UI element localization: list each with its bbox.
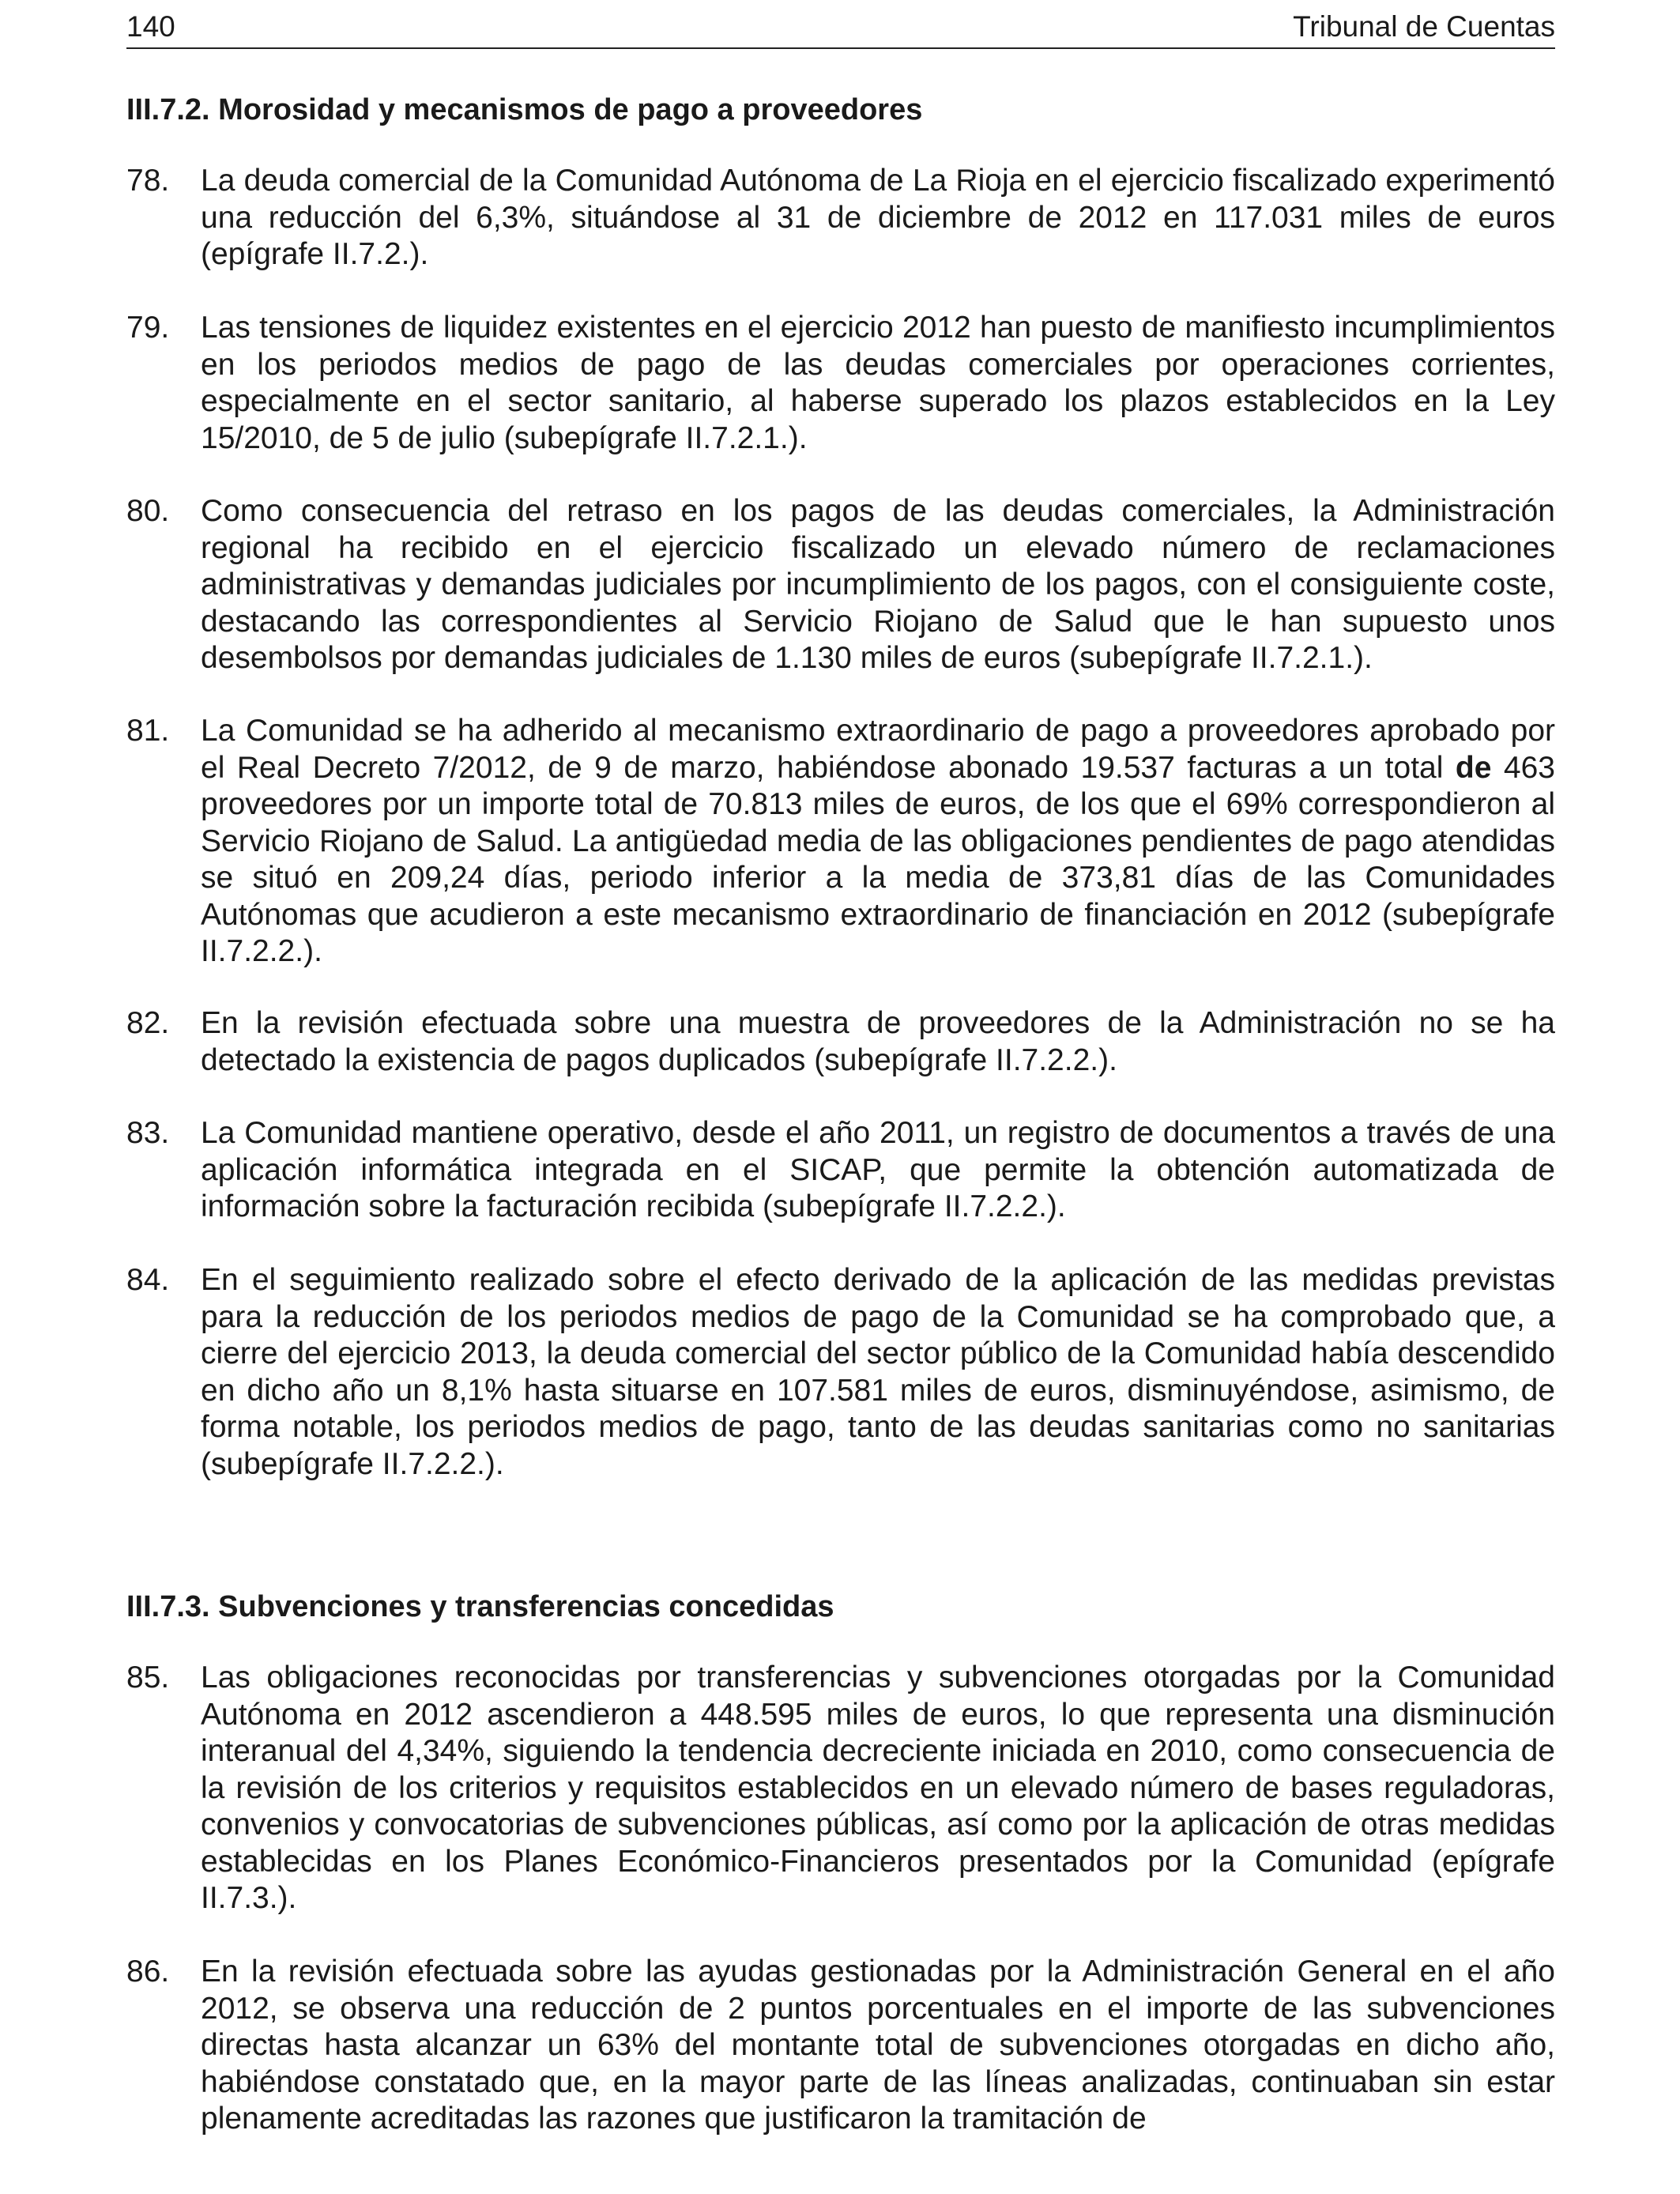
section-heading-morosidad: III.7.2. Morosidad y mecanismos de pago a proveedores [126,93,923,126]
paragraph-number: 85. [126,1661,170,1695]
paragraph-text: En la revisión efectuada sobre una muestra de proveedores de la Administración no se ha detectado la existencia de pagos duplicados (subepígrafe II.7.2.2.). [201,1006,1555,1077]
paragraph-text: Como consecuencia del retraso en los pagos de las deudas comerciales, la Administración regional ha recibido en el ejercicio fiscalizado un elevado número de reclamaciones administrativas y demandas judiciales por incumplimiento de los pagos, con el consiguiente coste, destacando las correspondientes al Servicio Riojano de Salud que le han supuesto unos desembolsos por demandas judiciales de 1.130 miles de euros (subepígrafe II.7.2.1.). [201,494,1555,675]
paragraph-number: 78. [126,164,170,198]
page-number: 140 [126,10,175,43]
section-heading-subvenciones: III.7.3. Subvenciones y transferencias concedidas [126,1590,834,1623]
paragraph-text-part: 463 proveedores por un importe total de 70.813 miles de euros, de los que el 69% correspondieron al Servicio Riojano de Salud. La antigüedad media de las obligaciones pendientes de pago atendidas se situó en 209,24 días, periodo inferior a la media de 373,81 días de las Comunidades Autónomas que acudieron a este mecanismo extraordinario de financiación en 2012 (subepígrafe II.7.2.2.). [201,750,1555,968]
paragraph-text: La deuda comercial de la Comunidad Autónoma de La Rioja en el ejercicio fiscalizado experimentó una reducción del 6,3%, situándose al 31 de diciembre de 2012 en 117.031 miles de euros (epígrafe II.7.2.). [201,164,1555,271]
paragraph-number: 81. [126,714,170,748]
paragraph-text: En la revisión efectuada sobre las ayudas gestionadas por la Administración General en el año 2012, se observa una reducción de 2 puntos porcentuales en el importe de las subvenciones directas hasta alcanzar un 63% del montante total de subvenciones otorgadas en dicho año, habiéndose constatado que, en la mayor parte de las líneas analizadas, continuaban sin estar plenamente acreditadas las razones que justificaron la tramitación de [201,1955,1555,2136]
paragraph-number: 82. [126,1006,170,1040]
paragraph-text [201,713,1555,971]
paragraph-number: 84. [126,1263,170,1297]
page-header [126,6,1555,49]
paragraph-number: 80. [126,494,170,528]
paragraph-number: 79. [126,311,170,345]
paragraph-text: Las obligaciones reconocidas por transferencias y subvenciones otorgadas por la Comunidad Autónoma en 2012 ascendieron a 448.595 miles de euros, lo que representa una disminución interanual del 4,34%, siguiendo la tendencia decreciente iniciada en 2010, como consecuencia de la revisión de los criterios y requisitos establecidos en un elevado número de bases reguladoras, convenios y convocatorias de subvenciones públicas, así como por la aplicación de otras medidas establecidas en los Planes Económico-Financieros presentados por la Comunidad (epígrafe II.7.3.). [201,1661,1555,1915]
paragraph-text: En el seguimiento realizado sobre el efecto derivado de la aplicación de las medidas previstas para la reducción de los periodos medios de pago de la Comunidad se ha comprobado que, a cierre del ejercicio 2013, la deuda comercial del sector público de la Comunidad había descendido en dicho año un 8,1% hasta situarse en 107.581 miles de euros, disminuyéndose, asimismo, de forma notable, los periodos medios de pago, tanto de las deudas sanitarias como no sanitarias (subepígrafe II.7.2.2.). [201,1263,1555,1481]
paragraph-text-part: La Comunidad se ha adherido al mecanismo extraordinario de pago a proveedores aprobado por el Real Decreto 7/2012, de 9 de marzo, habiéndose abonado 19.537 facturas a un total [201,714,1555,785]
running-title: Tribunal de Cuentas [1293,10,1555,43]
paragraph-text: Las tensiones de liquidez existentes en el ejercicio 2012 han puesto de manifiesto incumplimientos en los periodos medios de pago de las deudas comerciales por operaciones corrientes, especialmente en el sector sanitario, al haberse superado los plazos establecidos en la Ley 15/2010, de 5 de julio (subepígrafe II.7.2.1.). [201,311,1555,455]
paragraph-bold-word: de [1455,750,1492,785]
paragraph-number: 86. [126,1955,170,1989]
paragraph-number: 83. [126,1116,170,1150]
paragraph-text: La Comunidad mantiene operativo, desde el año 2011, un registro de documentos a través de una aplicación informática integrada en el SICAP, que permite la obtención automatizada de información sobre la facturación recibida (subepígrafe II.7.2.2.). [201,1116,1555,1223]
